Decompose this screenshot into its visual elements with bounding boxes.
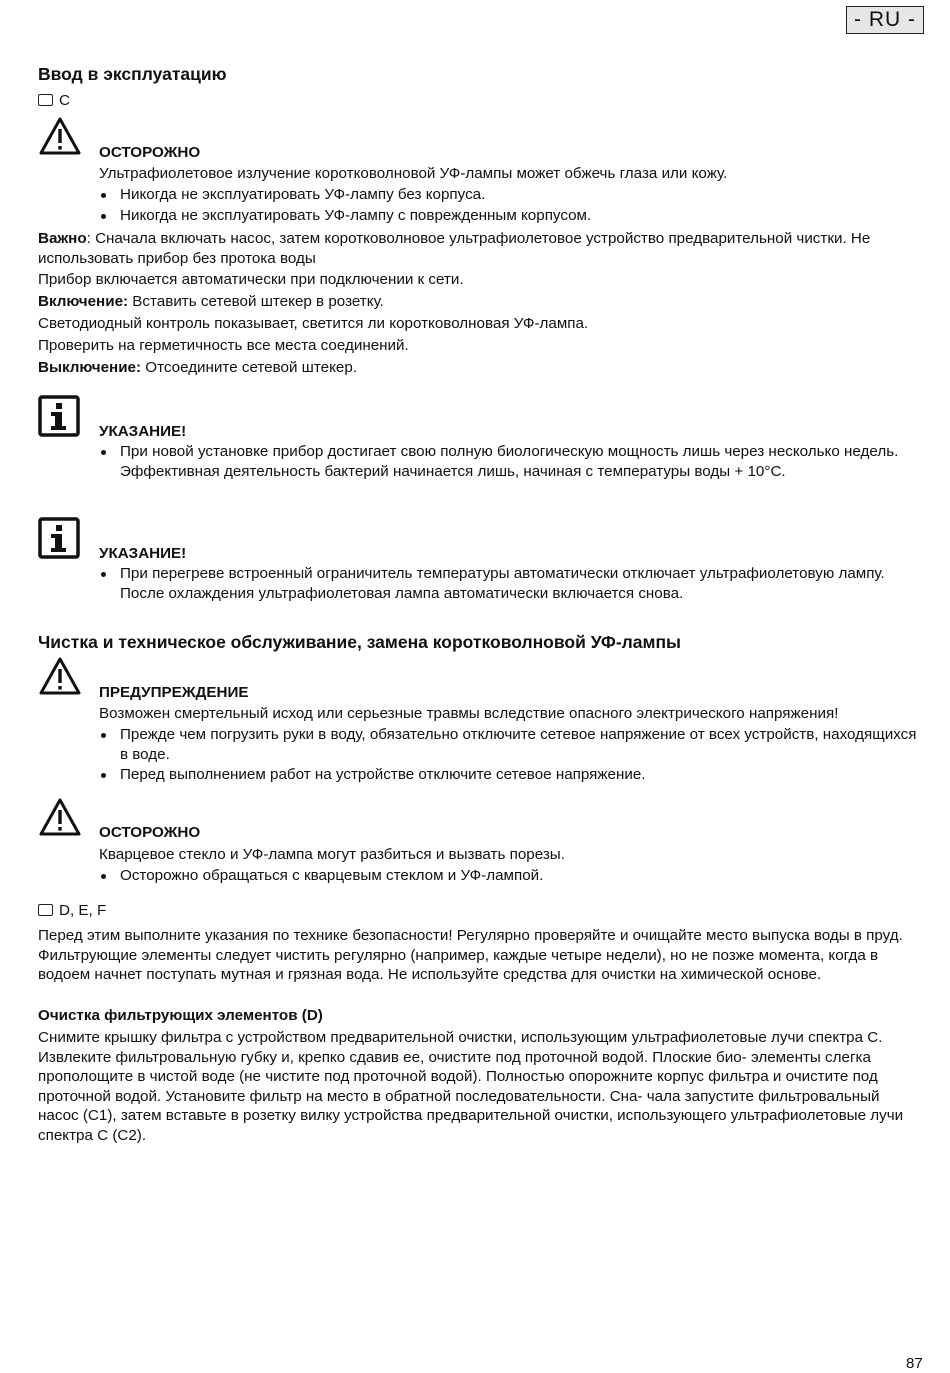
section-title-commissioning: Ввод в эксплуатацию [38, 64, 227, 84]
list-item: При новой установке прибор достигает свою полную биологическую мощность лишь через несколько недель. Эффективная деятельность бактерий начинается лишь, начиная с температуры воды + 10°C. [99, 442, 919, 481]
figure-reference [38, 91, 70, 110]
warning-text: Возможен смертельный исход или серьезные травмы вследствие опасного электрического напряжения! [99, 705, 839, 722]
warning-triangle-icon [38, 656, 82, 696]
switch-off-label: Выключение: [38, 359, 142, 376]
leak-check-text: Проверить на герметичность все места соединений. [38, 337, 409, 354]
list-item: Никогда не эксплуатировать УФ-лампу с поврежденным корпусом. [99, 206, 919, 226]
important-text: : Сначала включать насос, затем коротковолновое ультрафиолетовое устройство предварительной чистки. Не использовать прибор без протока воды [38, 230, 871, 267]
switch-off-text: Отсоедините сетевой штекер. [141, 359, 358, 376]
note-title: УКАЗАНИЕ! [99, 545, 187, 562]
warning-bullet-list [99, 725, 919, 786]
note-bullet-list [99, 442, 919, 482]
caution-title: ОСТОРОЖНО [99, 144, 201, 161]
language-badge: - RU - [846, 6, 924, 34]
list-item: Перед выполнением работ на устройстве отключите сетевое напряжение. [99, 765, 919, 785]
list-item: Никогда не эксплуатировать УФ-лампу без корпуса. [99, 185, 919, 205]
page-number: 87 [906, 1355, 923, 1372]
important-paragraph [38, 229, 918, 268]
switch-on-text: Вставить сетевой штекер в розетку. [128, 293, 384, 310]
important-label: Важно [38, 230, 87, 247]
warning-title: ПРЕДУПРЕЖДЕНИЕ [99, 684, 249, 701]
figure-reference-label: C [59, 92, 70, 109]
caution-text: Ультрафиолетовое излучение коротковолновой УФ-лампы может обжечь глаза или кожу. [99, 165, 728, 182]
filter-cleaning-subtitle: Очистка фильтрующих элементов (D) [38, 1007, 323, 1024]
warning-triangle-icon [38, 797, 82, 837]
led-text: Светодиодный контроль показывает, светится ли коротковолновая УФ-лампа. [38, 315, 589, 332]
switch-on-label: Включение: [38, 293, 129, 310]
list-item: Прежде чем погрузить руки в воду, обязательно отключите сетевое напряжение от всех устройств, находящихся в воде. [99, 725, 919, 764]
list-item: При перегреве встроенный ограничитель температуры автоматически отключает ультрафиолетовую лампу. После охлаждения ультрафиолетовая лампа автоматически включается снова. [99, 564, 919, 603]
figure-reference-label: D, E, F [59, 902, 107, 919]
filter-cleaning-text: Снимите крышку фильтра с устройством предварительной очистки, использующим ультрафиолетовые лучи спектра С. Извлеките фильтровальную губку и, крепко сдавив ее, очистите под проточной водой. Плоские био- элементы слегка прополощите в чистой воде (не чистите под проточной водой). Полностью опорожните корпус фильтра и очистите под проточной водой. Установите фильтр на место в обратной последовательности. Сна- чала запустите фильтровальный насос (C1), затем вставьте в розетку вилку устройства предварительной очистки, использующего ультрафиолетовые лучи спектра С (C2). [38, 1029, 904, 1144]
maintenance-intro: Перед этим выполните указания по технике безопасности! Регулярно проверяйте и очищайте место выпуска воды в пруд. Фильтрующие элементы следует чистить регулярно (например, каждые четыре недели), но не позже момента, когда в водоем начнет поступать мутная и грязная вода. Не используйте средства для очистки на химической основе. [38, 927, 903, 984]
figure-box-icon [38, 904, 53, 916]
list-item: Осторожно обращаться с кварцевым стеклом и УФ-лампой. [99, 866, 919, 886]
note-title: УКАЗАНИЕ! [99, 423, 187, 440]
auto-on-text: Прибор включается автоматически при подключении к сети. [38, 271, 464, 288]
switch-on-paragraph [38, 292, 918, 312]
figure-box-icon [38, 94, 53, 106]
note-bullet-list [99, 564, 919, 604]
caution-text: Кварцевое стекло и УФ-лампа могут разбиться и вызвать порезы. [99, 846, 565, 863]
switch-off-paragraph [38, 358, 918, 378]
section-title-maintenance: Чистка и техническое обслуживание, замена коротковолновой УФ-лампы [38, 632, 681, 652]
info-icon [38, 517, 80, 559]
caution-bullet-list [99, 185, 919, 226]
caution-title: ОСТОРОЖНО [99, 824, 201, 841]
warning-triangle-icon [38, 116, 82, 156]
caution-bullet-list [99, 866, 919, 887]
figure-reference [38, 901, 106, 920]
info-icon [38, 395, 80, 437]
